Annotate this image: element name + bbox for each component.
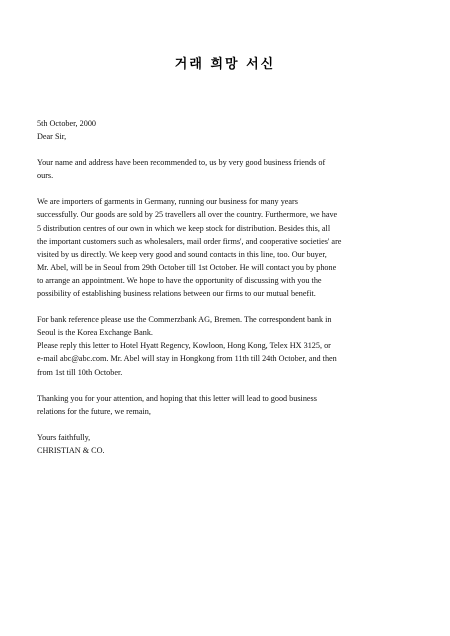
- letter-date: 5th October, 2000: [37, 119, 97, 128]
- paragraph-line: to arrange an appointment. We hope to have the opportunity of discussing with you the: [37, 275, 322, 285]
- paragraph-introduction: [37, 156, 412, 182]
- paragraph-line: from 1st till 10th October.: [37, 367, 123, 377]
- paragraph-line: ours.: [37, 171, 54, 181]
- paragraph-bank-reference: [37, 313, 412, 378]
- paragraph-line: Seoul is the Korea Exchange Bank.: [37, 328, 153, 338]
- paragraph-line: the important customers such as wholesalers, mail order firms', and cooperative societies' are: [37, 236, 342, 246]
- letter-title: 거래 희망 서신: [174, 57, 276, 72]
- paragraph-line: e-mail abc@abc.com. Mr. Abel will stay in Hongkong from 11th till 24th October, and then: [37, 354, 337, 364]
- paragraph-line: relations for the future, we remain,: [37, 406, 151, 416]
- paragraph-line: possibility of establishing business relations between our firms to our mutual benefit.: [37, 289, 316, 299]
- paragraph-line: 5 distribution centres of our own in which we keep stock for distribution. Besides this, all: [37, 223, 331, 233]
- paragraph-line: We are importers of garments in Germany, running our business for many years: [37, 197, 298, 207]
- paragraph-company-description: [37, 195, 412, 300]
- paragraph-line: visited by us directly. We keep very good and sound contacts in this line, too. Our buyer,: [37, 249, 327, 259]
- paragraph-line: Your name and address have been recommended to, us by very good business friends of: [37, 158, 326, 168]
- paragraph-line: Please reply this letter to Hotel Hyatt Regency, Kowloon, Hong Kong, Telex HX 3125, or: [37, 341, 331, 351]
- paragraph-line: Thanking you for your attention, and hoping that this letter will lead to good business: [37, 393, 317, 403]
- paragraph-closing-remarks: [37, 392, 412, 418]
- paragraph-line: successfully. Our goods are sold by 25 travellers all over the country. Furthermore, we have: [37, 210, 338, 220]
- letter-signature: CHRISTIAN & CO.: [37, 445, 105, 455]
- paragraph-line: For bank reference please use the Commerzbank AG, Bremen. The correspondent bank in: [37, 315, 332, 325]
- letter-closing: Yours faithfully,: [37, 432, 91, 442]
- letter-body: [37, 117, 412, 457]
- paragraph-line: Mr. Abel, will be in Seoul from 29th October till 1st October. He will contact you by phone: [37, 262, 337, 272]
- letter-salutation: Dear Sir,: [37, 132, 67, 142]
